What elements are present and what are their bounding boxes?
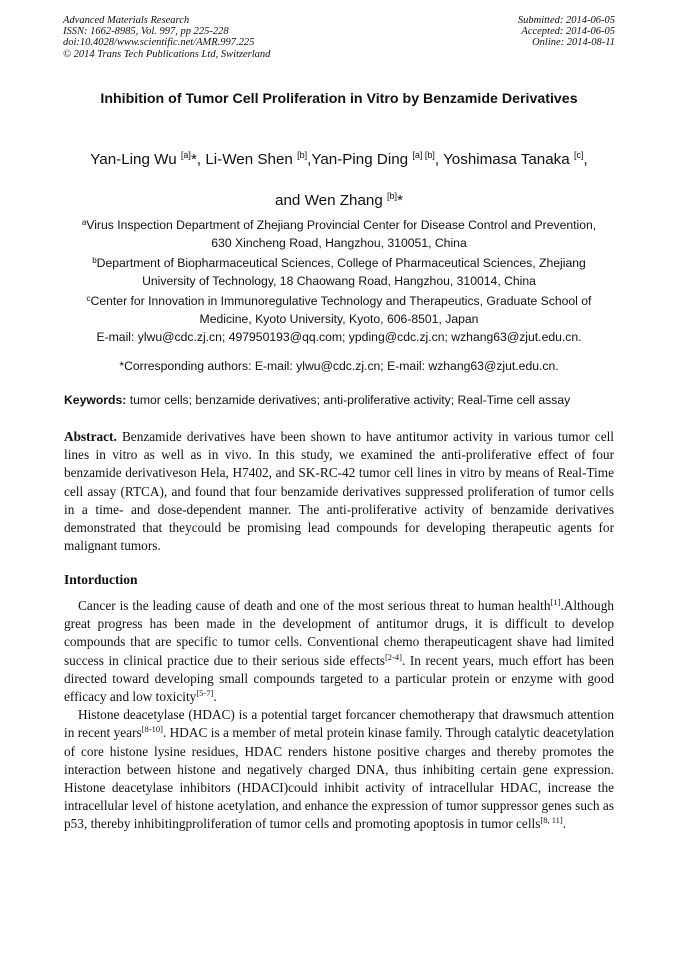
affiliation-text: University of Technology, 18 Chaowang Road, Hangzhou, 310014, China	[142, 273, 536, 288]
keywords-label: Keywords:	[64, 393, 127, 407]
introduction-body	[64, 597, 614, 834]
paragraph	[64, 706, 614, 833]
copyright: © 2014 Trans Tech Publications Ltd, Switzerland	[63, 48, 271, 60]
affiliation-c	[0, 290, 678, 311]
author-name: and Wen Zhang	[275, 192, 383, 209]
affiliation-marker: c	[86, 294, 91, 304]
author-name: Yan-Ping Ding	[311, 151, 409, 168]
journal-info	[63, 15, 270, 60]
journal-issn: ISSN: 1662-8985, Vol. 997, pp 225-228	[63, 26, 229, 38]
journal-doi[interactable]: doi:10.4028/www.scientific.net/AMR.997.225	[63, 37, 255, 49]
author-line-2	[0, 178, 678, 219]
paragraph-text: . HDAC is a member of metal protein kinase family. Through catalytic deacetylation of core histone lysine residues, HDAC renders histone positive charges and thereby promotes the interaction between histone and negatively charged DNA, thus inhibiting certain gene expression. Histone deacetylase inhibitors (HDACI)could inhibit activity of intracellular HDAC, increase the intracellular level of histone acetylation, and enhance the expression of tumor suppressor genes such as p53, thereby inhibitingproliferation of tumor cells and promoting apoptosis in tumor cells	[64, 725, 614, 832]
affiliation-text: Medicine, Kyoto University, Kyoto, 606-8501, Japan	[199, 311, 479, 326]
affiliation-text: Virus Inspection Department of Zhejiang Provincial Center for Disease Control and Prevention,	[86, 218, 597, 232]
paragraph-text: Histone deacetylase (HDAC) is a potential target forcancer chemotherapy that drawsmuch attention in recent years	[64, 707, 614, 741]
corresponding-mark: *	[397, 192, 403, 209]
journal-name: Advanced Materials Research	[63, 15, 190, 26]
author-line-1: Yan-Ling Wu [a]*, Li-Wen Shen [b],Yan-Ping Ding [a] [b], Yoshimasa Tanaka [c],	[90, 150, 588, 168]
affiliation-a	[0, 214, 678, 235]
paragraph-text: .	[213, 689, 217, 705]
accepted-date: Accepted: 2014-06-05	[521, 26, 615, 38]
abstract	[64, 428, 614, 555]
corresponding-authors: *Corresponding authors: E-mail: ylwu@cdc.zj.cn; E-mail: wzhang63@zjut.edu.cn.	[119, 359, 559, 373]
paragraph-text: Cancer is the leading cause of death and one of the most serious threat to human health	[78, 598, 551, 613]
publication-dates	[518, 15, 615, 49]
submitted-date: Submitted: 2014-06-05	[517, 15, 615, 26]
author-name: Li-Wen Shen	[205, 151, 293, 168]
paragraph	[64, 597, 614, 706]
citation[interactable]: [8-10]	[141, 724, 163, 735]
online-date: Online: 2014-08-11	[532, 37, 615, 49]
paragraph-text: . In recent years, much effort has been directed toward developing small compounds targeted to a particular protein or enzyme with good efficacy and low toxicity	[64, 652, 614, 705]
paper-title: Inhibition of Tumor Cell Proliferation in Vitro by Benzamide Derivatives	[100, 91, 578, 107]
citation[interactable]: [2-4]	[384, 651, 402, 662]
author-affil-ref: [a] [b]	[412, 150, 435, 160]
author-emails: E-mail: ylwu@cdc.zj.cn; 497950193@qq.com; ypding@cdc.zj.cn; wzhang63@zjut.edu.cn.	[96, 329, 582, 344]
affiliation-marker: a	[81, 218, 87, 227]
affiliations	[0, 214, 678, 346]
affiliation-b	[0, 252, 678, 273]
abstract-label: Abstract.	[64, 429, 117, 444]
abstract-text: Benzamide derivatives have been shown to have antitumor activity in various tumor cell lines in vitro as well as in vivo. In this study, we examined the anti-proliferative effect of four benzamide derivativeson Hela, H7402, and SK-RC-42 tumor cell lines in vitro by means of Real-Time cell assay (RTCA), and found that four benzamide derivatives suppressed proliferation of tumor cells in a time- and dose-dependent manner. The anti-proliferative activity of benzamide derivatives demonstrated that theycould be promising lead compounds for developing therapeutic agents for malignant tumors.	[64, 429, 614, 554]
affiliation-text: Center for Innovation in Immunoregulative Technology and Therapeutics, Graduate School of	[90, 294, 592, 309]
author-affil-ref: [b]	[387, 191, 398, 201]
citation[interactable]: [8, 11]	[540, 815, 563, 826]
citation[interactable]: [1]	[550, 597, 561, 607]
author-name: Yan-Ling Wu	[90, 151, 177, 168]
author-name: Yoshimasa Tanaka	[443, 151, 570, 168]
section-heading: Intorduction	[64, 572, 138, 587]
affiliation-text: Department of Biopharmaceutical Sciences, College of Pharmaceutical Sciences, Zhejiang	[96, 256, 586, 271]
author-affil-ref: [b]	[297, 150, 308, 160]
paragraph-text: .Although great progress has been made in the development of antitumor drugs, it is difficult to develop compounds that are specific to tumor cells. Conventional chemo therapeuticagent shave had limited success in clinical practice due to their serious side effects	[64, 598, 614, 668]
corresponding-mark: *	[190, 151, 197, 168]
author-list	[0, 137, 678, 219]
affiliation-marker: b	[92, 256, 97, 266]
keywords-text: tumor cells; benzamide derivatives; anti-proliferative activity; Real-Time cell assay	[126, 393, 571, 407]
affiliation-text: 630 Xincheng Road, Hangzhou, 310051, China	[211, 235, 467, 250]
keywords	[64, 393, 570, 407]
citation[interactable]: [5-7]	[196, 688, 214, 699]
author-affil-ref: [a]	[180, 150, 191, 160]
author-affil-ref: [c]	[573, 150, 584, 160]
paragraph-text: .	[562, 816, 567, 832]
